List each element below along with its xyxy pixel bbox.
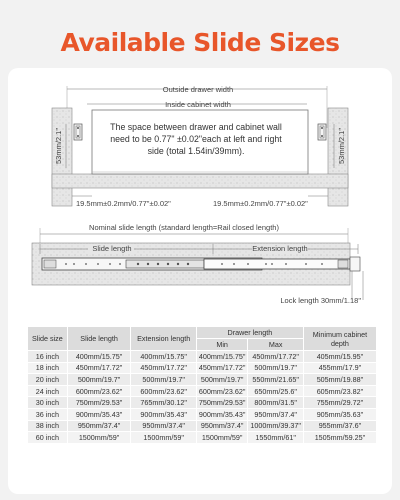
cabinet-bottom	[52, 174, 348, 188]
cell-extension-length: 600mm/23.62"	[131, 385, 196, 397]
cell-min-depth: 1505mm/59.25"	[303, 432, 376, 444]
col-drawer-length: Drawer length	[196, 327, 303, 339]
spacing-note: The space between drawer and cabinet wall need to be 0.77" ±0.02"each at left and right side (total 1.54in/39mm).	[110, 122, 282, 156]
cell-size: 20 inch	[28, 374, 68, 386]
cell-extension-length: 900mm/35.43"	[131, 408, 196, 420]
right-slide-profile	[318, 124, 326, 140]
cell-min-depth: 405mm/15.95"	[303, 351, 376, 363]
cell-drawer-min: 900mm/35.43"	[196, 408, 248, 420]
cell-extension-length: 765mm/30.12"	[131, 397, 196, 409]
lock-mechanism	[350, 257, 360, 271]
table-row	[28, 397, 377, 409]
slide-length-label: Slide length	[92, 244, 132, 253]
left-gap-label: 19.5mm±0.2mm/0.77"±0.02"	[76, 199, 171, 208]
cell-drawer-min: 950mm/37.4"	[196, 420, 248, 432]
inside-width-label: Inside cabinet width	[165, 100, 231, 109]
cell-drawer-max: 1550mm/61"	[248, 432, 304, 444]
col-slide-size: Slide size	[28, 327, 68, 351]
cell-min-depth: 605mm/23.82"	[303, 385, 376, 397]
table-row	[28, 420, 377, 432]
cell-size: 38 inch	[28, 420, 68, 432]
inner-rail	[204, 259, 350, 269]
table-row	[28, 432, 377, 444]
cell-min-depth: 505mm/19.88"	[303, 374, 376, 386]
cell-min-depth: 755mm/29.72"	[303, 397, 376, 409]
cell-drawer-max: 500mm/19.7"	[248, 362, 304, 374]
right-gap-label: 19.5mm±0.2mm/0.77"±0.02"	[213, 199, 308, 208]
cell-extension-length: 450mm/17.72"	[131, 362, 196, 374]
cell-slide-length: 500mm/19.7"	[67, 374, 131, 386]
col-min-cabinet-depth: Minimum cabinet depth	[303, 327, 376, 351]
cell-size: 60 inch	[28, 432, 68, 444]
slide-side-view	[32, 223, 363, 305]
cell-extension-length: 1500mm/59"	[131, 432, 196, 444]
cell-size: 16 inch	[28, 351, 68, 363]
outside-width-label: Outside drawer width	[162, 85, 234, 94]
diagram-card	[8, 68, 392, 494]
cell-drawer-max: 950mm/37.4"	[248, 408, 304, 420]
cell-drawer-max: 650mm/25.6"	[248, 385, 304, 397]
table-row	[28, 385, 377, 397]
cell-slide-length: 400mm/15.75"	[67, 351, 131, 363]
cell-drawer-min: 1500mm/59"	[196, 432, 248, 444]
table-row	[28, 374, 377, 386]
nominal-length-label: Nominal slide length (standard length=Rail closed length)	[89, 223, 279, 232]
cell-slide-length: 1500mm/59"	[67, 432, 131, 444]
extension-length-label: Extension length	[252, 244, 308, 253]
cell-drawer-max: 1000mm/39.37"	[248, 420, 304, 432]
col-slide-length: Slide length	[67, 327, 131, 351]
col-drawer-min: Min	[196, 339, 248, 351]
cell-slide-length: 750mm/29.53"	[67, 397, 131, 409]
lock-length-label: Lock length 30mm/1.18"	[280, 296, 361, 305]
cell-size: 18 inch	[28, 362, 68, 374]
cell-drawer-min: 400mm/15.75"	[196, 351, 248, 363]
table-row	[28, 408, 377, 420]
cell-size: 24 inch	[28, 385, 68, 397]
page-title: Available Slide Sizes	[60, 28, 340, 57]
left-slide-profile	[74, 124, 82, 140]
cell-extension-length: 950mm/37.4"	[131, 420, 196, 432]
cell-drawer-min: 450mm/17.72"	[196, 362, 248, 374]
left-height-label: 53mm/2.1"	[54, 127, 63, 165]
table-row	[28, 362, 377, 374]
right-height-label: 53mm/2.1"	[337, 127, 346, 165]
cell-extension-length: 500mm/19.7"	[131, 374, 196, 386]
cell-slide-length: 450mm/17.72"	[67, 362, 131, 374]
cell-min-depth: 455mm/17.9"	[303, 362, 376, 374]
cell-slide-length: 900mm/35.43"	[67, 408, 131, 420]
cell-drawer-min: 500mm/19.7"	[196, 374, 248, 386]
cell-size: 36 inch	[28, 408, 68, 420]
col-extension-length: Extension length	[131, 327, 196, 351]
slide-size-table	[27, 326, 377, 444]
cell-drawer-max: 800mm/31.5"	[248, 397, 304, 409]
table-row	[28, 351, 377, 363]
cell-extension-length: 400mm/15.75"	[131, 351, 196, 363]
cell-slide-length: 600mm/23.62"	[67, 385, 131, 397]
cell-min-depth: 955mm/37.6"	[303, 420, 376, 432]
col-drawer-max: Max	[248, 339, 304, 351]
cell-min-depth: 905mm/35.63"	[303, 408, 376, 420]
cell-drawer-min: 750mm/29.53"	[196, 397, 248, 409]
cell-slide-length: 950mm/37.4"	[67, 420, 131, 432]
cell-size: 30 inch	[28, 397, 68, 409]
cell-drawer-max: 550mm/21.65"	[248, 374, 304, 386]
cell-drawer-min: 600mm/23.62"	[196, 385, 248, 397]
cell-drawer-max: 450mm/17.72"	[248, 351, 304, 363]
